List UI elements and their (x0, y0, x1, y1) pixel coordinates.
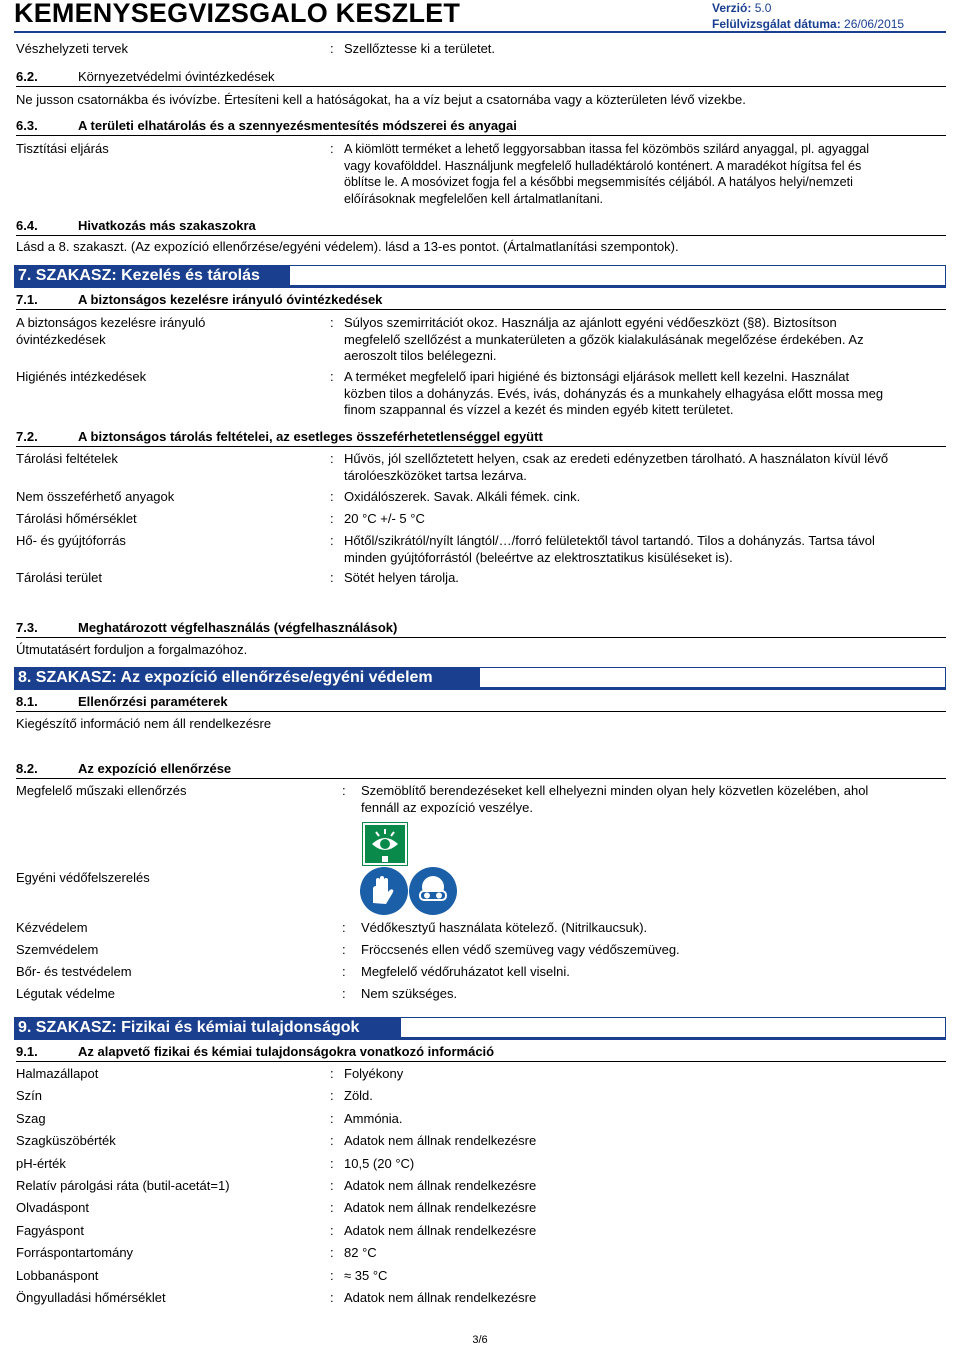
s62-text: Ne jusson csatornákba és ivóvízbe. Értesíteni kell a hatóságokat, ha a víz bejut a csatornába vagy a közterületen lévő vizekbe. (16, 92, 746, 107)
section-8-header: 8. SZAKASZ: Az expozíció ellenőrzése/egyéni védelem (14, 667, 946, 690)
section-9-header: 9. SZAKASZ: Fizikai és kémiai tulajdonságok (14, 1017, 946, 1040)
property-value: 82 °C (344, 1245, 377, 1261)
divider (16, 446, 946, 447)
property-value: Adatok nem állnak rendelkezésre (344, 1200, 537, 1216)
subsection-6-2: 6.2. Környezetvédelmi óvintézkedések (16, 69, 275, 84)
subsection-7-2: 7.2. A biztonságos tárolás feltételei, az esetleges összeférhetetlenséggel együtt (16, 429, 543, 444)
property-label: Olvadáspont (16, 1200, 89, 1216)
property-value: 10,5 (20 °C) (344, 1155, 415, 1171)
storage-value: Hűvös, jól szellőztetett helyen, csak az eredeti edényzetben tárolható. A használaton kívül lévő tárolóeszközöket tartsa lezárva. (344, 451, 889, 483)
divider (16, 135, 946, 136)
subsection-6-3: 6.3. A területi elhatárolás és a szennyezésmentesítés módszerei és anyagai (16, 118, 517, 133)
emergency-label: Vészhelyzeti tervek (16, 41, 128, 56)
header-rule (14, 31, 946, 33)
property-value: Adatok nem állnak rendelkezésre (344, 1290, 537, 1305)
emergency-value: Szellőztesse ki a területet. (344, 41, 496, 56)
property-value: Adatok nem állnak rendelkezésre (344, 1178, 537, 1193)
property-label: Lobbanáspont (16, 1267, 99, 1283)
precautions-value: Súlyos szemirritációt okoz. Használja az ajánlott egyéni védőeszközt (§8). Biztosítson megfelelő szellőzést a munkaterületen a gőzök kialakulásának megelőzése érdekében. Az aeroszolt tilos belélegezni. (344, 315, 864, 363)
property-label: Szag (16, 1110, 46, 1126)
s64-text: Lásd a 8. szakaszt. (Az expozíció ellenőrzése/egyéni védelem). lásd a 13-es pontot. (Ártalmatlanítási szempontok). (16, 239, 679, 254)
divider (16, 711, 946, 712)
section-7-header: 7. SZAKASZ: Kezelés és tárolás (14, 265, 946, 288)
divider (16, 86, 946, 87)
header-meta (712, 0, 904, 32)
property-value: ≈ 35 °C (344, 1267, 388, 1283)
subsection-7-1: 7.1. A biztonságos kezelésre irányuló óvintézkedések (16, 292, 383, 307)
property-value: Folyékony (344, 1066, 404, 1081)
revision-date: 26/06/2015 (844, 17, 905, 31)
document-title: KEMENYSEGVIZSGALO KESZLET (14, 0, 461, 28)
version-value: 5.0 (754, 1, 772, 15)
property-label: Halmazállapot (16, 1066, 99, 1081)
gloves-icon (360, 867, 408, 915)
property-value: Ammónia. (344, 1110, 403, 1126)
subsection-6-4: 6.4. Hivatkozás más szakaszokra (16, 218, 256, 233)
divider (16, 235, 946, 236)
property-label: Öngyulladási hőmérséklet (16, 1290, 166, 1305)
goggles-icon (409, 867, 457, 915)
cleaning-label: Tisztítási eljárás (16, 141, 109, 156)
hygiene-label: Higiénés intézkedések (16, 369, 147, 384)
s81-text: Kiegészítő információ nem áll rendelkezésre (16, 716, 272, 731)
hygiene-value: A terméket megfelelő ipari higiéné és biztonsági eljárások mellett kell kezelni. Használat közben tilos a dohányzás. Evés, ivás, dohányzás és a munkahely elhagyása előtt mossa meg finom szappannal és vízzel a kezét és minden egyéb kitett területet. (344, 369, 884, 417)
divider (16, 1061, 946, 1062)
version-label: Verzió: (712, 1, 752, 15)
property-label: Szín (16, 1088, 43, 1104)
property-label: Fagyáspont (16, 1222, 84, 1238)
cleaning-value: A kiömlött terméket a lehető leggyorsabban itassa fel közömbös szilárd anyaggal, pl. agyaggal vagy kovafölddel. Használjunk megfelelő hulladéktároló konténert. A maradékot hígítsa fel és öblítse le. A mosóvizet fogja fel a későbbi megsemmisítés céljából. A hatályos helyi/nemzeti előírásoknak megfelelően kell ártalmatlanítani. (344, 142, 870, 206)
property-value: Adatok nem állnak rendelkezésre (344, 1133, 537, 1149)
property-label: Forráspontartomány (16, 1245, 134, 1261)
property-label: Szagküszöbérték (16, 1133, 116, 1149)
precautions-label: A biztonságos kezelésre irányuló óvintézkedések (16, 315, 206, 347)
page-number: 3/6 (472, 1334, 488, 1346)
divider (16, 309, 946, 310)
storage-label: Tárolási feltételek (16, 451, 118, 466)
property-value: Zöld. (344, 1088, 373, 1104)
divider (16, 778, 946, 779)
subsection-9-1: 9.1. Az alapvető fizikai és kémiai tulajdonságokra vonatkozó információ (16, 1044, 495, 1059)
subsection-7-3: 7.3. Meghatározott végfelhasználás (végfelhasználások) (16, 620, 398, 635)
property-label: Relatív párolgási ráta (butil-acetát=1) (16, 1178, 230, 1193)
subsection-8-2: 8.2. Az expozíció ellenőrzése (16, 761, 232, 776)
revision-label: Felülvizsgálat dátuma: (712, 17, 841, 31)
subsection-8-1: 8.1. Ellenőrzési paraméterek (16, 694, 228, 709)
property-value: Adatok nem állnak rendelkezésre (344, 1222, 537, 1238)
property-label: pH-érték (16, 1155, 66, 1171)
s73-text: Útmutatásért forduljon a forgalmazóhoz. (16, 642, 248, 657)
eyewash-station-icon (362, 822, 408, 866)
divider (16, 637, 946, 638)
